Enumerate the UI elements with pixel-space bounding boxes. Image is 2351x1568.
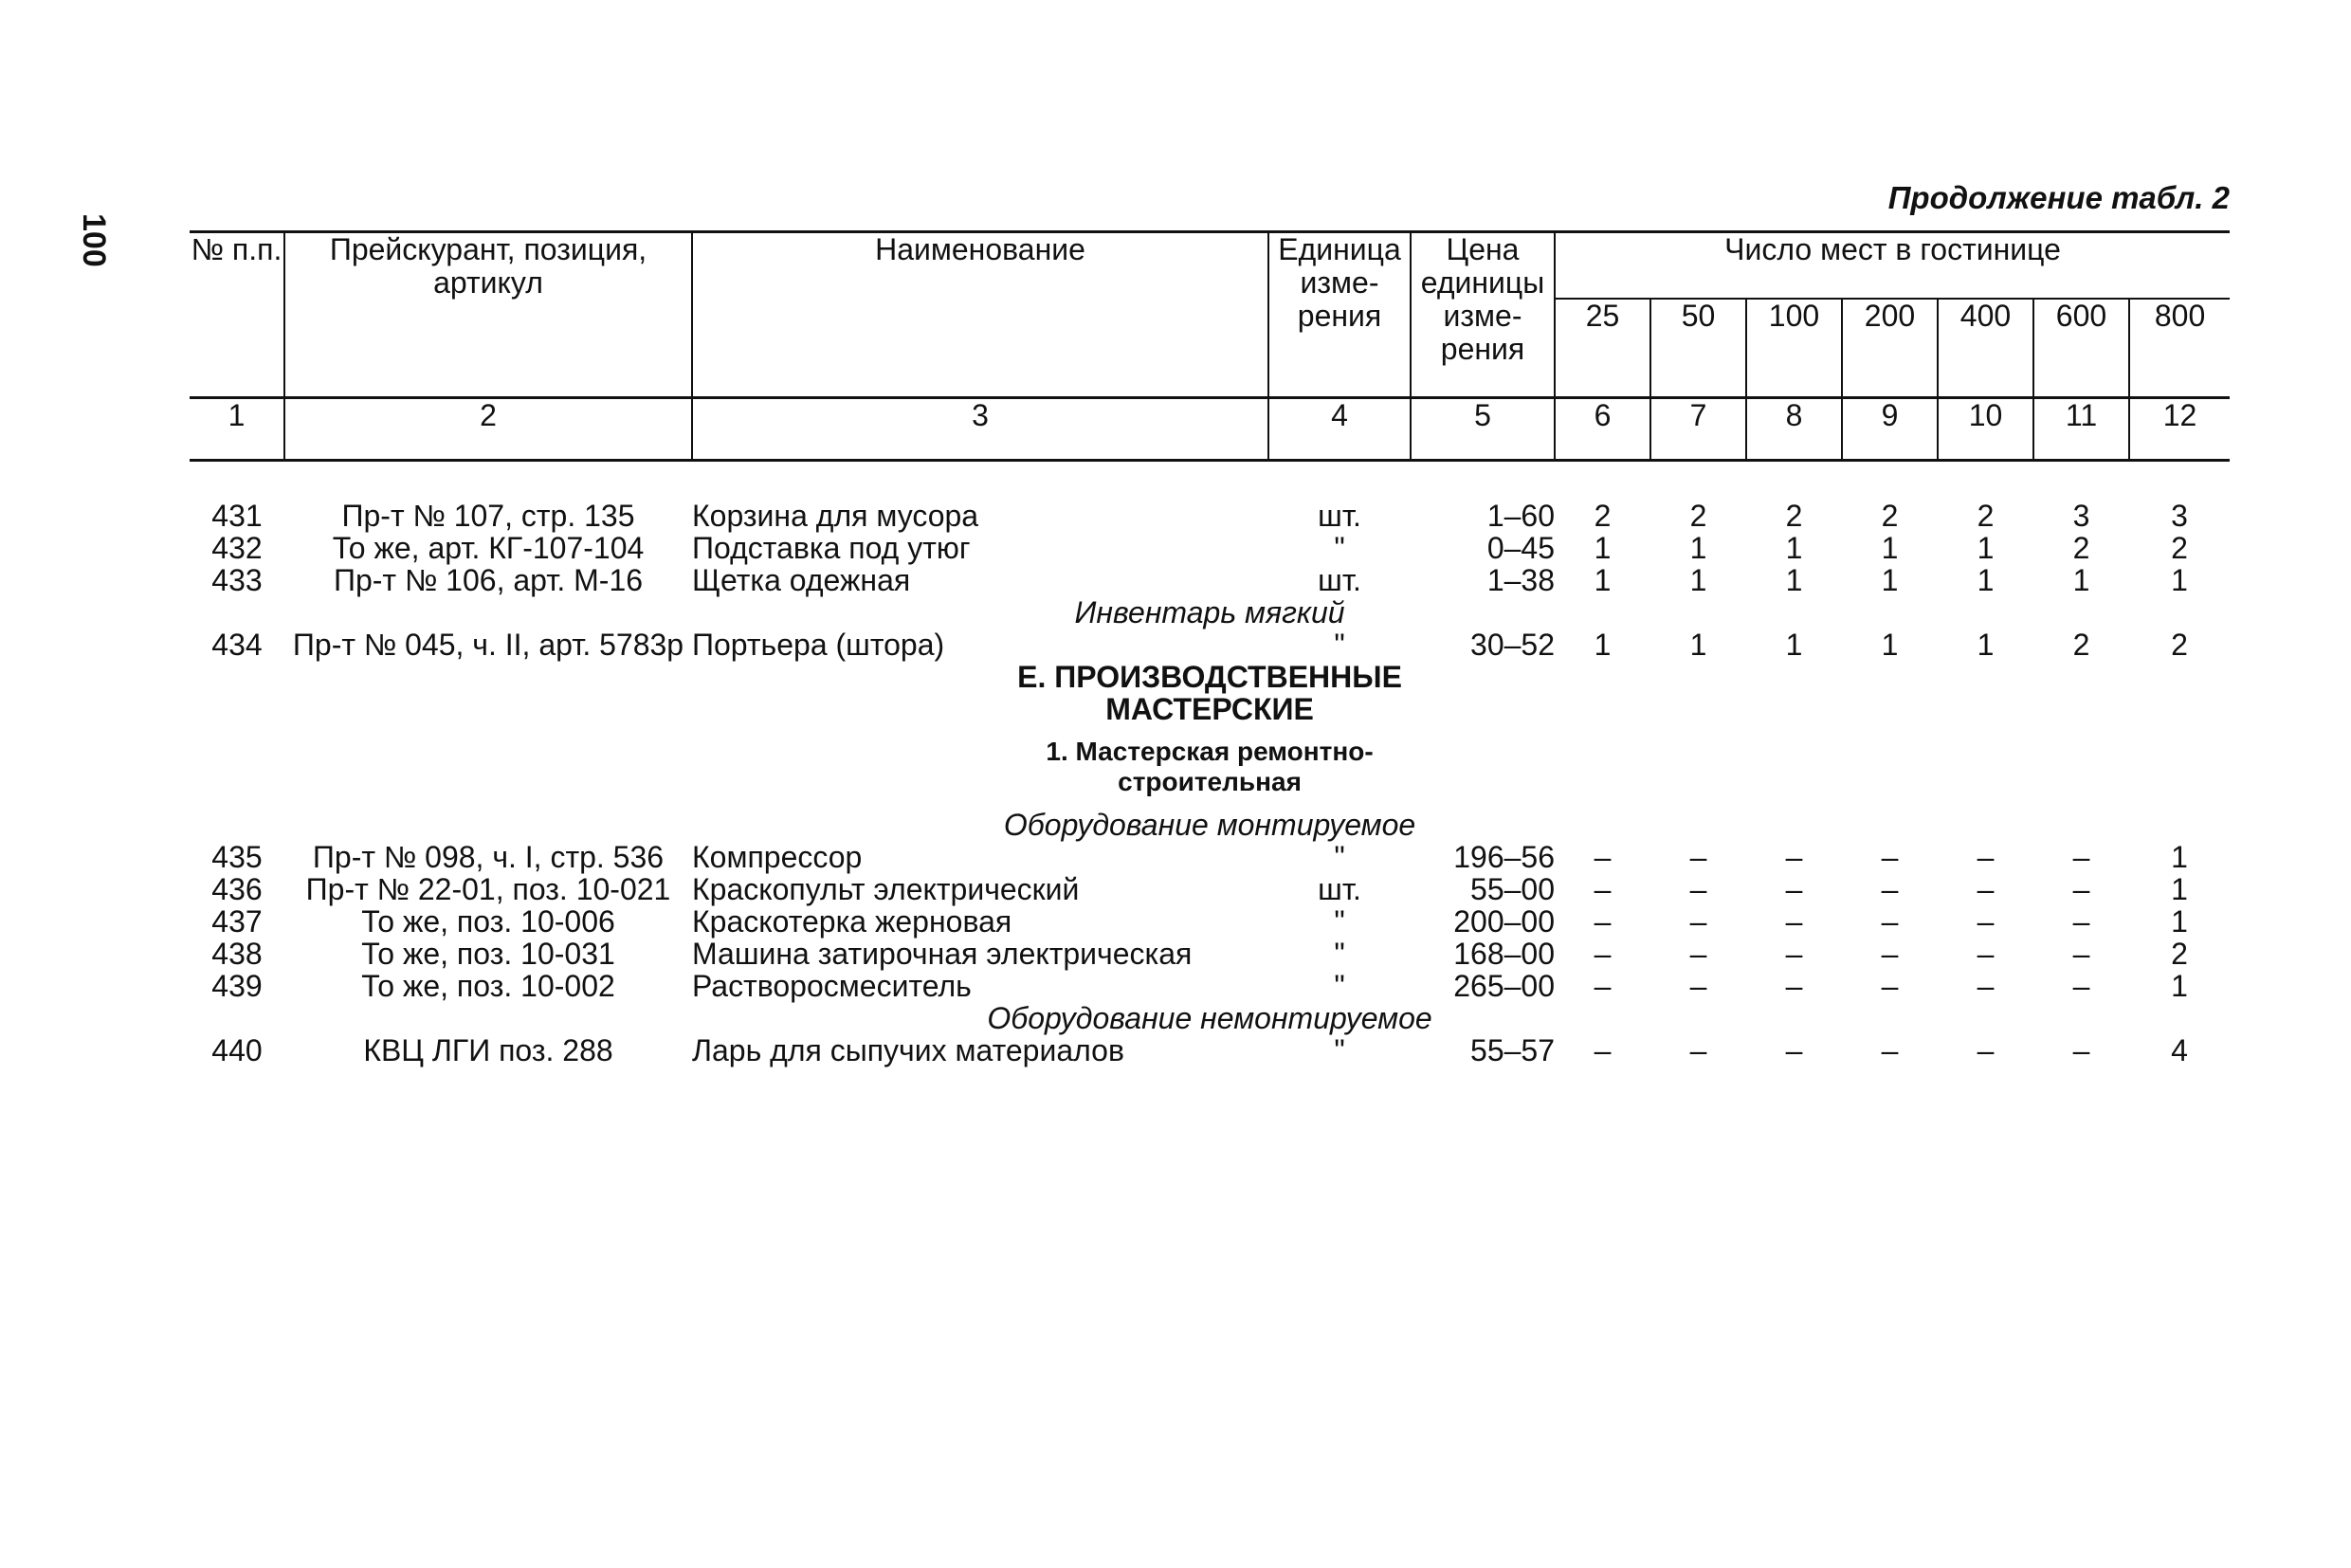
row-unit: "	[1334, 937, 1345, 971]
column-number: 3	[692, 398, 1268, 461]
row-unit: шт.	[1318, 872, 1361, 906]
row-qty-25: 1	[1594, 628, 1612, 662]
row-reference: То же, поз. 10-006	[361, 904, 615, 939]
row-qty-600: –	[2072, 904, 2090, 939]
row-name: Растворосмеситель	[692, 969, 972, 1003]
row-price: 168–00	[1453, 937, 1555, 971]
row-qty-600: –	[2072, 872, 2090, 906]
row-qty-200: –	[1881, 840, 1899, 874]
row-qty-800: 1	[2171, 969, 2188, 1003]
row-reference: Пр-т № 106, арт. М-16	[333, 563, 644, 597]
table-row	[190, 970, 2230, 1002]
row-unit: "	[1334, 904, 1345, 939]
row-unit: "	[1334, 628, 1345, 662]
row-qty-200: –	[1881, 904, 1899, 939]
row-reference: Пр-т № 045, ч. II, арт. 5783р	[292, 628, 684, 662]
row-unit: "	[1334, 969, 1345, 1003]
column-number: 9	[1842, 398, 1938, 461]
row-qty-50: –	[1689, 969, 1707, 1003]
row-unit: "	[1334, 1033, 1345, 1067]
row-qty-25: –	[1594, 904, 1612, 939]
row-qty-25: 1	[1594, 563, 1612, 597]
row-qty-50: 1	[1689, 628, 1707, 662]
row-qty-25: –	[1594, 937, 1612, 971]
row-qty-25: –	[1594, 1033, 1612, 1067]
table-row	[190, 1034, 2230, 1067]
row-qty-800: 3	[2171, 499, 2188, 533]
row-reference: То же, поз. 10-031	[361, 937, 615, 971]
row-qty-100: –	[1785, 969, 1803, 1003]
row-qty-50: –	[1689, 872, 1707, 906]
row-qty-600: 2	[2072, 628, 2090, 662]
row-qty-25: 2	[1594, 499, 1612, 533]
table-row	[190, 532, 2230, 564]
table-row	[190, 629, 2230, 661]
row-qty-50: –	[1689, 1033, 1707, 1067]
row-qty-400: 1	[1977, 531, 1995, 565]
row-reference: КВЦ ЛГИ поз. 288	[363, 1033, 613, 1067]
row-reference: То же, арт. КГ-107-104	[332, 531, 645, 565]
row-number: 433	[211, 563, 263, 597]
row-qty-25: –	[1594, 872, 1612, 906]
row-qty-200: –	[1881, 969, 1899, 1003]
row-qty-600: –	[2072, 969, 2090, 1003]
column-number: 4	[1268, 398, 1411, 461]
row-qty-100: –	[1785, 1033, 1803, 1067]
row-number: 432	[211, 531, 263, 565]
row-qty-100: 2	[1785, 499, 1803, 533]
row-qty-400: 1	[1977, 628, 1995, 662]
row-reference: Пр-т № 107, стр. 135	[341, 499, 635, 533]
row-qty-400: –	[1977, 904, 1995, 939]
row-qty-25: 1	[1594, 531, 1612, 565]
row-number: 431	[211, 499, 263, 533]
row-qty-800: 1	[2171, 904, 2188, 939]
header-places-600: 600	[2033, 299, 2129, 398]
header-places-100: 100	[1746, 299, 1842, 398]
row-unit: "	[1334, 840, 1345, 874]
workshop-heading	[190, 725, 2230, 797]
row-number: 435	[211, 840, 263, 874]
row-qty-800: 1	[2171, 563, 2188, 597]
row-qty-100: 1	[1785, 563, 1803, 597]
row-qty-25: –	[1594, 840, 1612, 874]
row-price: 196–56	[1453, 840, 1555, 874]
row-qty-400: –	[1977, 840, 1995, 874]
row-qty-800: 4	[2171, 1033, 2188, 1067]
row-name: Портьера (штора)	[692, 628, 945, 662]
row-qty-200: –	[1881, 872, 1899, 906]
table-row	[190, 841, 2230, 873]
table-row	[190, 500, 2230, 532]
table-row	[190, 564, 2230, 596]
table-row	[190, 938, 2230, 970]
equipment-table	[190, 230, 2230, 1067]
row-qty-100: –	[1785, 937, 1803, 971]
row-qty-100: –	[1785, 840, 1803, 874]
header-places-25: 25	[1555, 299, 1650, 398]
row-qty-200: 2	[1881, 499, 1899, 533]
column-number: 5	[1411, 398, 1555, 461]
row-qty-400: 2	[1977, 499, 1995, 533]
column-number: 12	[2129, 398, 2230, 461]
section-heading-line: Е. ПРОИЗВОДСТВЕННЫЕ	[1017, 660, 1402, 694]
subheading-soft-inventory: Инвентарь мягкий	[1074, 595, 1345, 629]
row-qty-200: –	[1881, 1033, 1899, 1067]
row-number: 438	[211, 937, 263, 971]
row-qty-50: –	[1689, 840, 1707, 874]
row-number: 439	[211, 969, 263, 1003]
table-header	[190, 232, 2230, 461]
row-qty-100: 1	[1785, 628, 1803, 662]
row-qty-200: 1	[1881, 563, 1899, 597]
row-name: Корзина для мусора	[692, 499, 979, 533]
row-qty-400: –	[1977, 1033, 1995, 1067]
row-reference: Пр-т № 22-01, поз. 10-021	[305, 872, 671, 906]
row-name: Подставка под утюг	[692, 531, 971, 565]
header-places-400: 400	[1938, 299, 2033, 398]
row-name: Ларь для сыпучих материалов	[692, 1033, 1124, 1067]
row-qty-50: –	[1689, 904, 1707, 939]
row-qty-600: –	[2072, 840, 2090, 874]
table-row	[190, 905, 2230, 938]
row-qty-200: 1	[1881, 531, 1899, 565]
table-continuation-label: Продолжение табл. 2	[1887, 180, 2230, 215]
row-qty-400: –	[1977, 937, 1995, 971]
row-price: 55–00	[1470, 872, 1555, 906]
header-name: Наименование	[692, 232, 1268, 398]
row-reference: То же, поз. 10-002	[361, 969, 615, 1003]
row-qty-800: 1	[2171, 872, 2188, 906]
row-name: Щетка одежная	[692, 563, 911, 597]
row-name: Компрессор	[692, 840, 863, 874]
row-name: Краскотерка жерновая	[692, 904, 1012, 939]
row-number: 440	[211, 1033, 263, 1067]
header-places-200: 200	[1842, 299, 1938, 398]
row-price: 30–52	[1470, 628, 1555, 662]
row-qty-100: –	[1785, 904, 1803, 939]
subheading-unmounted-equipment: Оборудование немонтируемое	[987, 1001, 1432, 1035]
row-number: 436	[211, 872, 263, 906]
row-unit: шт.	[1318, 563, 1361, 597]
table-row	[190, 873, 2230, 905]
row-qty-600: 2	[2072, 531, 2090, 565]
row-qty-100: 1	[1785, 531, 1803, 565]
row-qty-100: –	[1785, 872, 1803, 906]
row-qty-200: 1	[1881, 628, 1899, 662]
header-places: Число мест в гостинице	[1555, 232, 2230, 299]
row-qty-400: –	[1977, 969, 1995, 1003]
row-number: 434	[211, 628, 263, 662]
header-price: Цена единицы изме- рения	[1411, 232, 1555, 398]
row-price: 1–38	[1486, 563, 1555, 597]
row-qty-200: –	[1881, 937, 1899, 971]
column-number: 10	[1938, 398, 2033, 461]
row-qty-800: 1	[2171, 840, 2188, 874]
row-qty-600: 3	[2072, 499, 2090, 533]
header-no: № п.п.	[190, 232, 284, 398]
row-price: 265–00	[1453, 969, 1555, 1003]
row-qty-600: –	[2072, 1033, 2090, 1067]
column-number: 2	[284, 398, 692, 461]
subheading-mounted-equipment: Оборудование монтируемое	[1003, 808, 1416, 842]
row-number: 437	[211, 904, 263, 939]
row-qty-600: 1	[2072, 563, 2090, 597]
row-qty-25: –	[1594, 969, 1612, 1003]
column-number: 1	[190, 398, 284, 461]
row-qty-50: 1	[1689, 563, 1707, 597]
row-qty-50: 1	[1689, 531, 1707, 565]
section-heading	[190, 661, 2230, 725]
row-price: 1–60	[1486, 499, 1555, 533]
column-number: 7	[1650, 398, 1746, 461]
row-qty-50: –	[1689, 937, 1707, 971]
header-places-50: 50	[1650, 299, 1746, 398]
row-qty-800: 2	[2171, 628, 2188, 662]
row-unit: шт.	[1318, 499, 1361, 533]
column-number: 11	[2033, 398, 2129, 461]
row-qty-400: 1	[1977, 563, 1995, 597]
workshop-heading-line: строительная	[1118, 767, 1302, 796]
section-heading-line: МАСТЕРСКИЕ	[1105, 692, 1314, 726]
header-unit: Единица изме- рения	[1268, 232, 1411, 398]
header-ref: Прейскурант, позиция, артикул	[284, 232, 692, 398]
table-body	[190, 461, 2230, 1067]
row-price: 55–57	[1470, 1033, 1555, 1067]
header-places-800: 800	[2129, 299, 2230, 398]
row-unit: "	[1334, 531, 1345, 565]
row-qty-800: 2	[2171, 531, 2188, 565]
row-name: Машина затирочная электрическая	[692, 937, 1193, 971]
row-name: Краскопульт электрический	[692, 872, 1080, 906]
row-reference: Пр-т № 098, ч. I, стр. 536	[312, 840, 665, 874]
row-price: 200–00	[1453, 904, 1555, 939]
column-number: 8	[1746, 398, 1842, 461]
workshop-heading-line: 1. Мастерская ремонтно-	[1046, 737, 1374, 766]
row-qty-400: –	[1977, 872, 1995, 906]
row-price: 0–45	[1486, 531, 1555, 565]
row-qty-50: 2	[1689, 499, 1707, 533]
page-number: 100	[76, 213, 112, 267]
column-number: 6	[1555, 398, 1650, 461]
row-qty-800: 2	[2171, 937, 2188, 971]
row-qty-600: –	[2072, 937, 2090, 971]
